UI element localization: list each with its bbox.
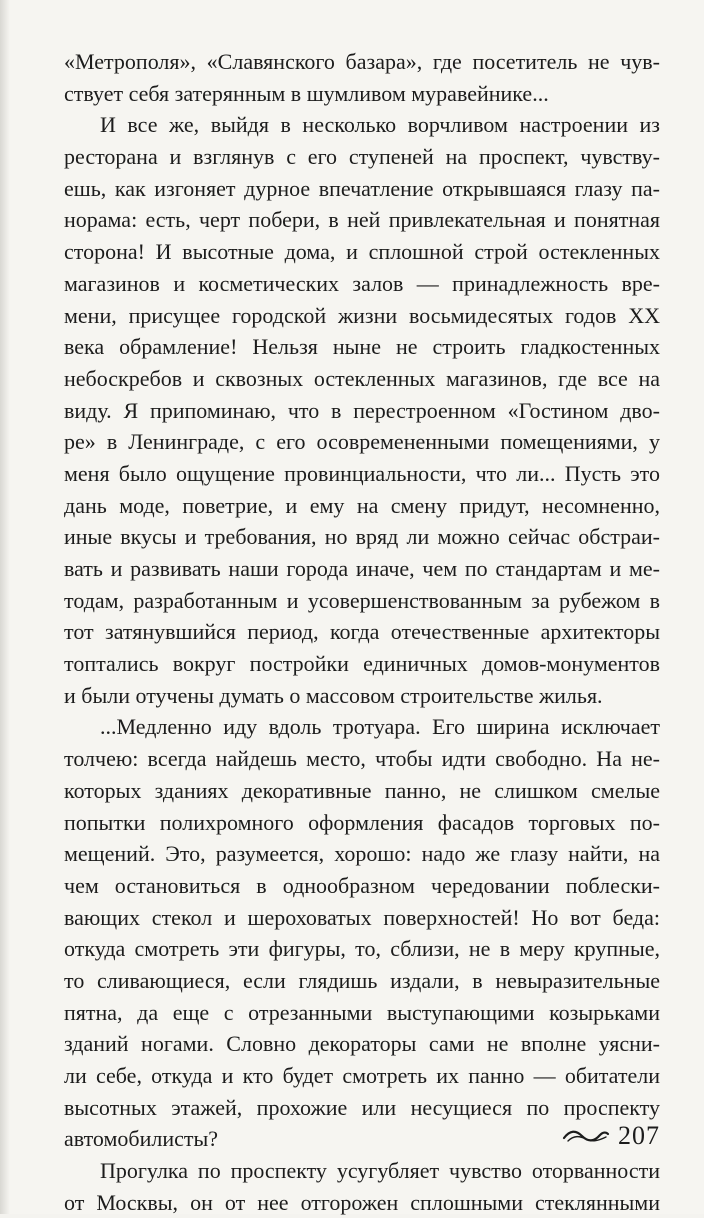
text-line: пятна, да еще с отрезанными выступающими козырьками xyxy=(64,999,660,1025)
text-line: «Метрополя», «Славянского базара», где посетитель не чув- xyxy=(64,49,660,74)
text-line: тодам, разработанным и усовершенствованным за рубежом в xyxy=(64,587,660,613)
text-line: то сливающиеся, если глядишь издали, в невыразительные xyxy=(64,967,660,993)
text-line: зданий ногами. Словно декораторы сами не вполне уясни- xyxy=(64,1031,660,1057)
text-line: виду. Я припоминаю, что в перестроенном «Гостином дво- xyxy=(64,397,660,423)
text-line: ресторана и взглянув с его ступеней на проспект, чувству- xyxy=(64,144,660,170)
text-line: топтались вокруг постройки единичных домов-монументов xyxy=(64,651,660,677)
text-line: меня было ощущение провинциальности, что ли... Пусть это xyxy=(64,460,660,486)
page-footer xyxy=(548,1116,660,1156)
text-line: от Москвы, он от нее отгорожен сплошными стеклянными xyxy=(64,1189,660,1215)
text-line: ре» в Ленинграде, с его осовремененными помещениями, у xyxy=(64,429,660,455)
text-line: сторона! И высотные дома, и сплошной строй остекленных xyxy=(64,239,660,265)
page-edge-shadow xyxy=(0,0,10,1214)
text-line: толчею: всегда найдешь место, чтобы идти свободно. На не- xyxy=(64,746,660,772)
text-line: ли себе, откуда и кто будет смотреть их панно — обитатели xyxy=(64,1063,660,1088)
text-line: которых зданиях декоративные панно, не слишком смелые xyxy=(64,777,660,803)
page-number: 207 xyxy=(618,1121,660,1150)
body-text xyxy=(64,46,660,1218)
text-line: тот затянувшийся период, когда отечественные архитекторы xyxy=(64,619,660,645)
text-line: чем остановиться в однообразном чередовании поблески- xyxy=(64,872,660,898)
text-line: норама: есть, черт побери, в ней привлекательная и понятная xyxy=(64,207,660,233)
text-line: мещений. Это, разумеется, хорошо: надо же глазу найти, на xyxy=(64,841,660,867)
text-line: автомобилисты? xyxy=(64,1126,219,1152)
text-line: мени, присущее городской жизни восьмидесятых годов XX xyxy=(64,302,660,328)
text-line: небоскребов и сквозных остекленных магазинов, где все на xyxy=(64,365,660,391)
text-line: ствует себя затерянным в шумливом муравейнике... xyxy=(64,80,549,106)
text-line: попытки полихромного оформления фасадов торговых по- xyxy=(64,809,660,835)
text-line: века обрамление! Нельзя ныне не строить гладкостенных xyxy=(64,334,660,360)
text-line: и были отучены думать о массовом строительстве жилья. xyxy=(64,682,603,708)
text-line: Прогулка по проспекту усугубляет чувство оторванности xyxy=(100,1158,660,1184)
text-line: высотных этажей, прохожие или несущиеся по проспекту xyxy=(64,1094,660,1120)
text-line: иные вкусы и требования, но вряд ли можно сейчас обстраи- xyxy=(64,524,660,550)
text-line: И все же, выйдя в несколько ворчливом настроении из xyxy=(100,112,660,138)
text-line: откуда смотреть эти фигуры, то, сблизи, не в меру крупные, xyxy=(64,936,660,962)
text-line: вающих стекол и шероховатых поверхностей! Но вот беда: xyxy=(64,904,660,930)
text-line: магазинов и косметических залов — принадлежность вре- xyxy=(64,270,660,296)
text-line: дань моде, поветрие, и ему на смену придут, несомненно, xyxy=(64,492,660,518)
text-line: ...Медленно иду вдоль тротуара. Его ширина исключает xyxy=(100,714,660,740)
text-line: вать и развивать наши города иначе, чем по стандартам и ме- xyxy=(64,556,660,581)
swash-ornament-icon xyxy=(562,1126,610,1146)
text-line: ешь, как изгоняет дурное впечатление открывшаяся глазу па- xyxy=(64,175,660,201)
